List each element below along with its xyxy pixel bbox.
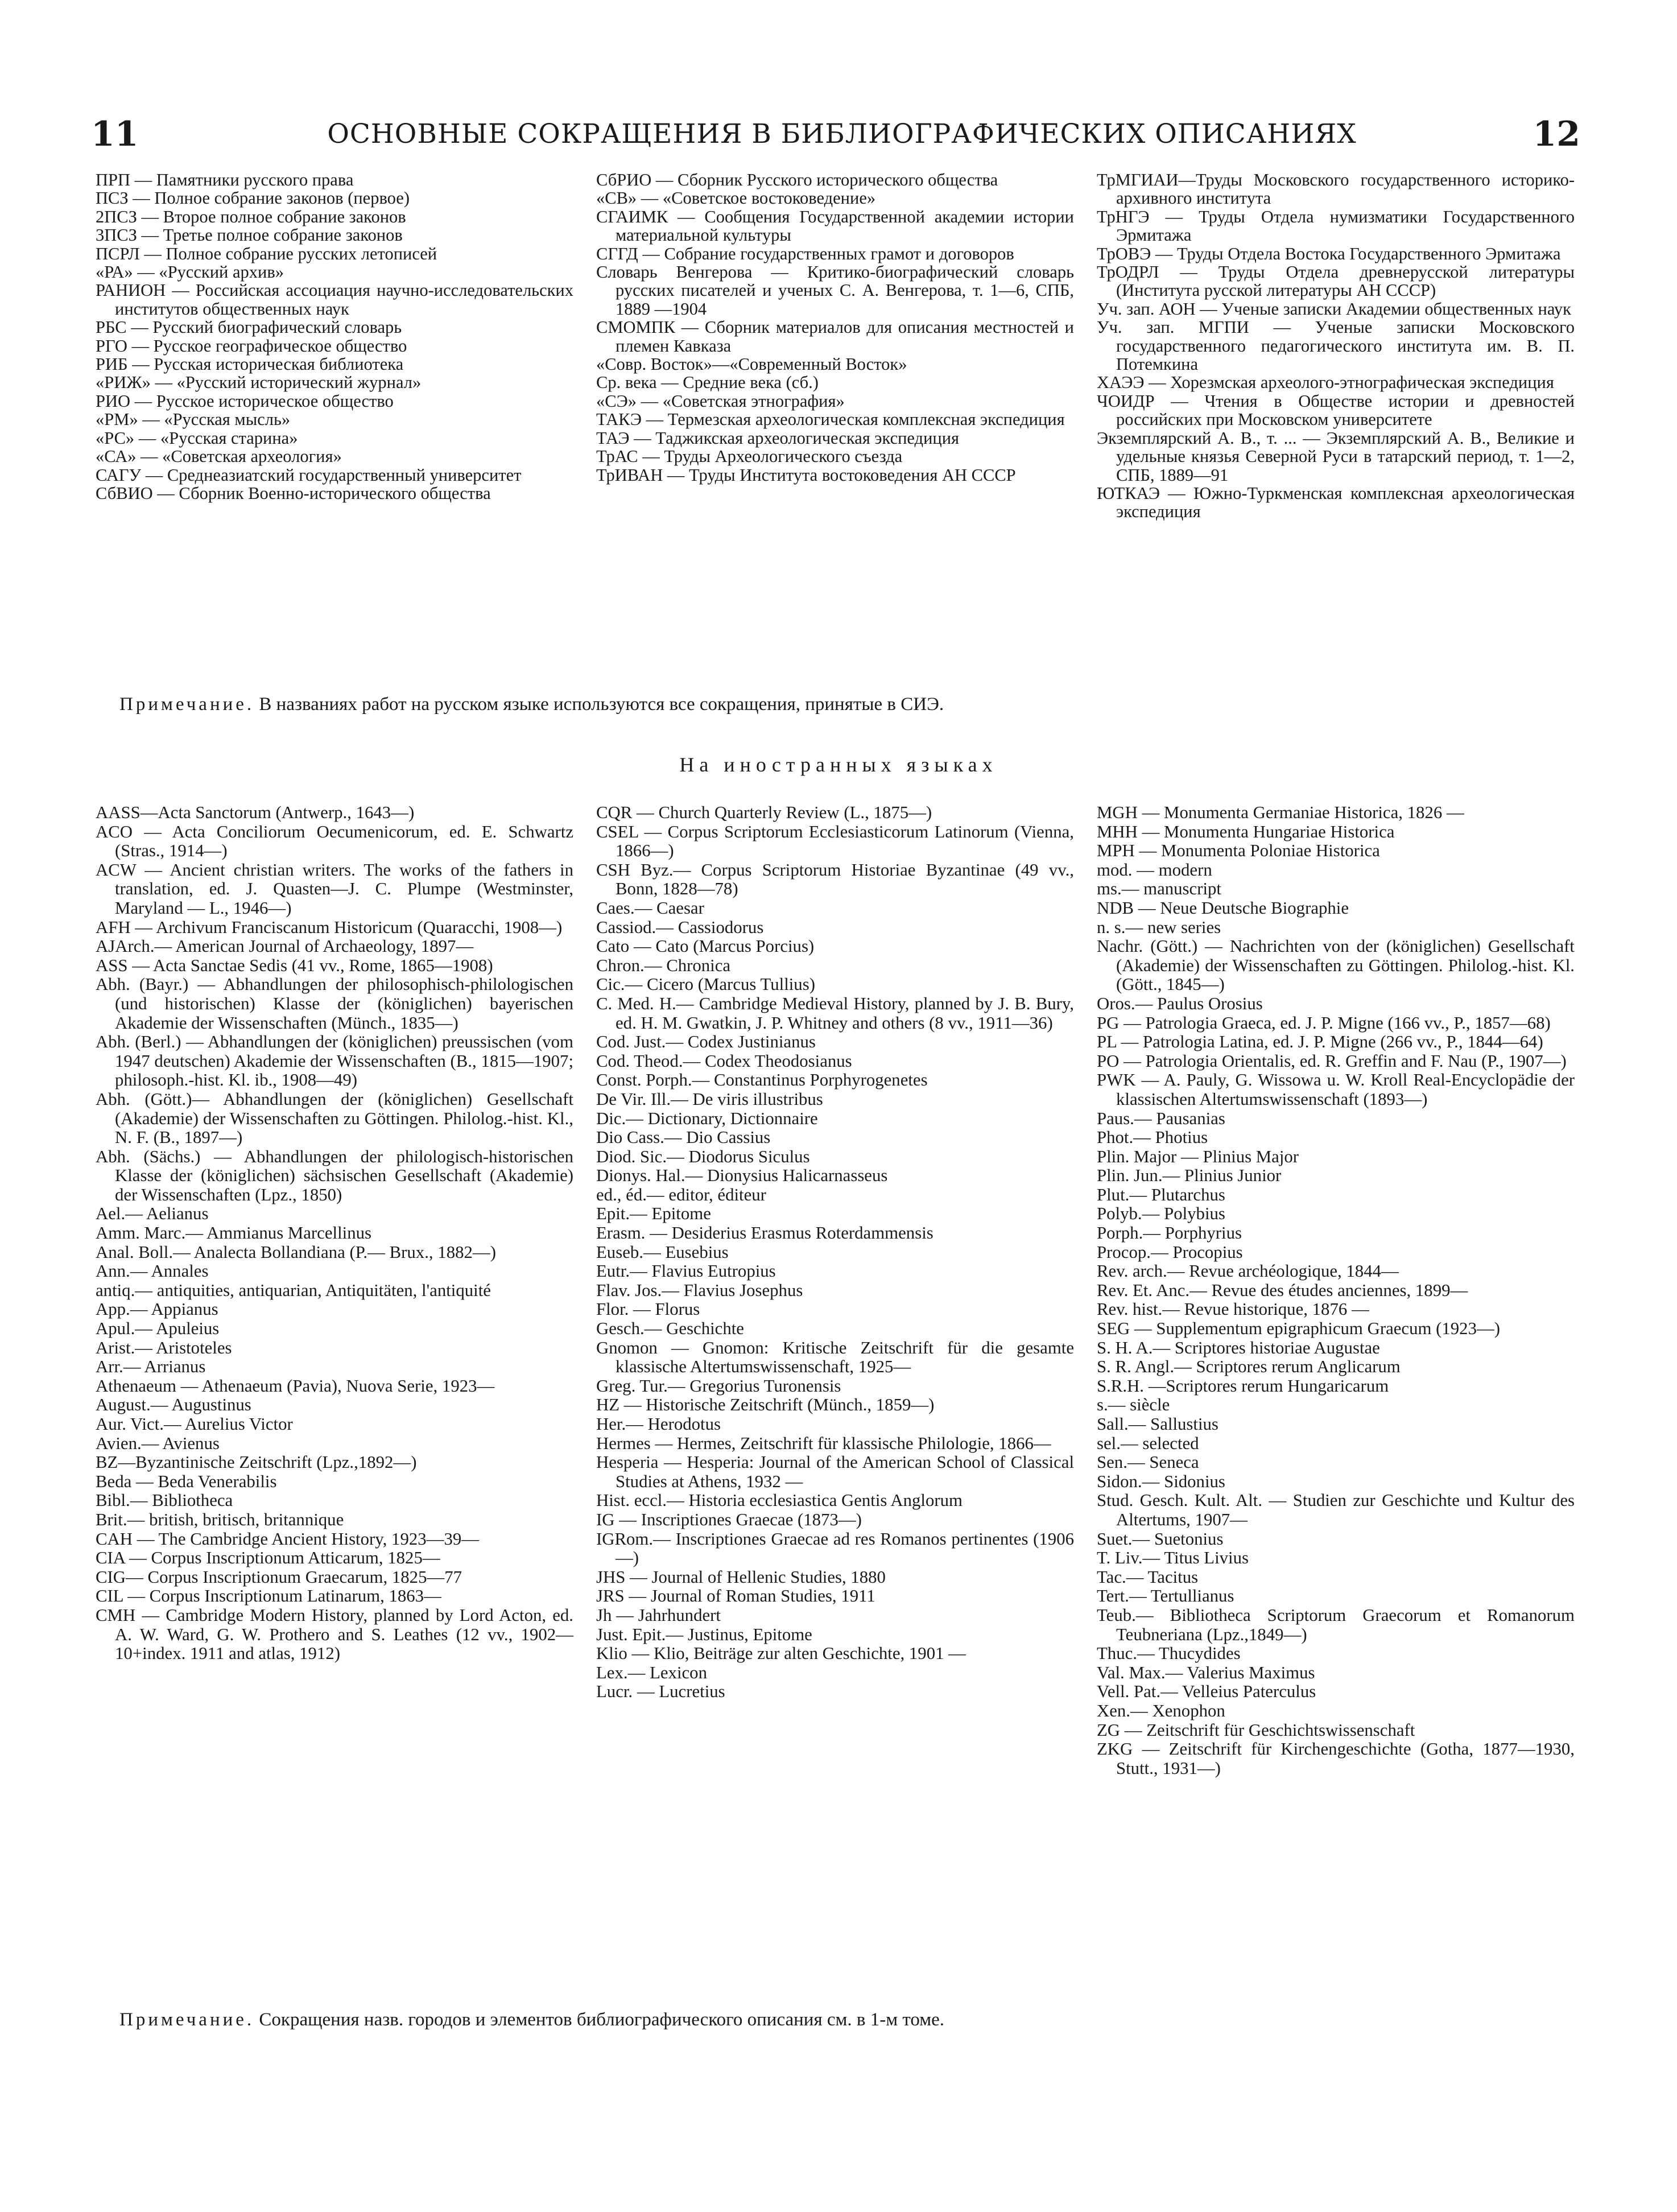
page-number-left: 11 xyxy=(91,114,139,154)
abbreviation-entry: MPH — Monumenta Poloniae Historica xyxy=(1097,841,1380,861)
note-foreign xyxy=(119,2008,1576,2031)
abbreviation-entry: ACW — Ancient christian writers. The works of the fathers in translation, ed. J. Quasten—J. C. Plumpe (Westminster, Maryland — L., 1946—) xyxy=(96,860,573,918)
abbreviation-entry: Ann.— Annales xyxy=(96,1261,209,1281)
abbreviation-entry: Cod. Just.— Codex Justinianus xyxy=(596,1032,816,1052)
abbreviation-entry: T. Liv.— Titus Livius xyxy=(1097,1548,1249,1568)
abbreviation-entry: Sall.— Sallustius xyxy=(1097,1414,1218,1434)
abbreviation-entry: Porph.— Porphyrius xyxy=(1097,1223,1242,1243)
abbreviation-entry: PG — Patrologia Graeca, ed. J. P. Migne (166 vv., P., 1857—68) xyxy=(1097,1013,1551,1033)
abbreviation-entry: «РИЖ» — «Русский исторический журнал» xyxy=(96,373,422,393)
abbreviation-entry: CSEL — Corpus Scriptorum Ecclesiasticorum Latinorum (Vienna, 1866—) xyxy=(596,822,1074,861)
abbreviation-entry: Diod. Sic.— Diodorus Siculus xyxy=(596,1146,810,1166)
abbreviation-entry: Athenaeum — Athenaeum (Pavia), Nuova Serie, 1923— xyxy=(96,1376,495,1396)
abbreviation-entry: «РМ» — «Русская мысль» xyxy=(96,410,291,430)
abbreviation-entry: AFH — Archivum Franciscanum Historicum (Quaracchi, 1908—) xyxy=(96,917,563,937)
abbreviation-entry: Abh. (Gött.)— Abhandlungen der (königlichen) Gesellschaft (Akademie) der Wissenschaften zu Göttingen. Philolog.-hist. Kl., N. F. (B., 1897—) xyxy=(96,1089,573,1148)
abbreviation-entry: ТАЭ — Таджикская археологическая экспедиция xyxy=(596,428,960,448)
abbreviation-entry: Epit.— Epitome xyxy=(596,1204,711,1224)
abbreviation-entry: РИБ — Русская историческая библиотека xyxy=(96,354,404,374)
abbreviation-entry: ТАКЭ — Термезская археологическая комплексная экспедиция xyxy=(596,410,1065,430)
abbreviation-entry: Flor. — Florus xyxy=(596,1299,700,1319)
abbreviation-entry: «Совр. Восток»—«Современный Восток» xyxy=(596,354,907,374)
abbreviation-entry: «РС» — «Русская старина» xyxy=(96,428,298,448)
abbreviation-entry: CMH — Cambridge Modern History, planned by Lord Acton, ed. A. W. Ward, G. W. Prothero and S. Leathes (12 vv., 1902—10+index. 1911 and atlas, 1912) xyxy=(96,1605,573,1664)
abbreviation-entry: S. R. Angl.— Scriptores rerum Anglicarum xyxy=(1097,1357,1401,1377)
russian-column-3 xyxy=(1097,171,1575,688)
abbreviation-entry: РИО — Русское историческое общество xyxy=(96,391,394,411)
abbreviation-entry: Euseb.— Eusebius xyxy=(596,1242,729,1262)
abbreviation-entry: Tert.— Tertullianus xyxy=(1097,1586,1234,1606)
abbreviation-entry: Plin. Major — Plinius Major xyxy=(1097,1146,1299,1166)
abbreviation-entry: Apul.— Apuleius xyxy=(96,1319,220,1339)
abbreviation-entry: Hesperia — Hesperia: Journal of the American School of Classical Studies at Athens, 1932 — xyxy=(596,1452,1074,1491)
abbreviation-entry: ТрОДРЛ — Труды Отдела древнерусской литературы (Института русской литературы АН СССР) xyxy=(1097,262,1575,300)
abbreviation-entry: 3ПСЗ — Третье полное собрание законов xyxy=(96,225,403,245)
note-label: Примечание. xyxy=(119,694,255,715)
abbreviation-entry: Plut.— Plutarchus xyxy=(1097,1185,1225,1204)
abbreviation-entry: Gnomon — Gnomon: Kritische Zeitschrift für die gesamte klassische Altertumswissenschaft, 1925— xyxy=(596,1338,1074,1377)
abbreviation-entry: CSH Byz.— Corpus Scriptorum Historiae Byzantinae (49 vv., Bonn, 1828—78) xyxy=(596,860,1074,899)
abbreviation-entry: Aur. Vict.— Aurelius Victor xyxy=(96,1414,293,1434)
note-text: Сокращения назв. городов и элементов библиографического описания см. в 1-м томе. xyxy=(254,2009,945,2030)
abbreviation-entry: Arist.— Aristoteles xyxy=(96,1338,232,1357)
abbreviation-entry: ZKG — Zeitschrift für Kirchengeschichte (Gotha, 1877—1930, Stutt., 1931—) xyxy=(1097,1739,1575,1778)
abbreviation-entry: СМОМПК — Сборник материалов для описания местностей и племен Кавказа xyxy=(596,317,1074,356)
abbreviation-entry: «СА» — «Советская археология» xyxy=(96,447,342,467)
abbreviation-entry: App.— Appianus xyxy=(96,1299,218,1319)
abbreviation-entry: MHH — Monumenta Hungariae Historica xyxy=(1097,822,1395,841)
abbreviation-entry: Teub.— Bibliotheca Scriptorum Graecorum et Romanorum Teubneriana (Lpz.,1849—) xyxy=(1097,1605,1575,1644)
abbreviation-entry: ЧОИДР — Чтения в Обществе истории и древностей российских при Московском университете xyxy=(1097,391,1575,430)
abbreviation-entry: Xen.— Xenophon xyxy=(1097,1701,1225,1720)
abbreviation-entry: Anal. Boll.— Analecta Bollandiana (P.— Brux., 1882—) xyxy=(96,1242,496,1262)
abbreviation-entry: PL — Patrologia Latina, ed. J. P. Migne (266 vv., P., 1844—64) xyxy=(1097,1032,1543,1052)
abbreviation-entry: Hermes — Hermes, Zeitschrift für klassische Philologie, 1866— xyxy=(596,1433,1051,1453)
foreign-column-1 xyxy=(96,803,573,2004)
abbreviation-entry: Hist. eccl.— Historia ecclesiastica Gentis Anglorum xyxy=(596,1491,963,1511)
abbreviation-entry: PWK — A. Pauly, G. Wissowa u. W. Kroll Real-Encyclopädie der klassischen Altertumswissenschaft (1893—) xyxy=(1097,1070,1575,1109)
abbreviation-entry: Phot.— Photius xyxy=(1097,1128,1208,1148)
abbreviation-entry: De Vir. Ill.— De viris illustribus xyxy=(596,1089,823,1109)
abbreviation-entry: Abh. (Bayr.) — Abhandlungen der philosophisch-philologischen (und historischen) Klasse der (königlichen) bayerischen Akademie der Wissenschaften (Münch., 1835—) xyxy=(96,975,573,1033)
foreign-abbreviations-section xyxy=(96,803,1575,2004)
abbreviation-entry: HZ — Historische Zeitschrift (Münch., 1859—) xyxy=(596,1395,935,1415)
abbreviation-entry: Her.— Herodotus xyxy=(596,1414,721,1434)
abbreviation-entry: Eutr.— Flavius Eutropius xyxy=(596,1261,776,1281)
abbreviation-entry: MGH — Monumenta Germaniae Historica, 1826 — xyxy=(1097,803,1464,822)
abbreviation-entry: Const. Porph.— Constantinus Porphyrogenetes xyxy=(596,1070,928,1090)
abbreviation-entry: Jh — Jahrhundert xyxy=(596,1605,721,1625)
abbreviation-entry: S. H. A.— Scriptores historiae Augustae xyxy=(1097,1338,1380,1357)
abbreviation-entry: ХАЭЭ — Хорезмская археолого-этнографическая экспедиция xyxy=(1097,373,1554,393)
abbreviation-entry: 2ПСЗ — Второе полное собрание законов xyxy=(96,207,406,226)
abbreviation-entry: Cic.— Cicero (Marcus Tullius) xyxy=(596,975,815,994)
russian-column-1 xyxy=(96,171,573,688)
abbreviation-entry: ТрОВЭ — Труды Отдела Востока Государственного Эрмитажа xyxy=(1097,244,1561,263)
abbreviation-entry: Erasm. — Desiderius Erasmus Roterdammensis xyxy=(596,1223,933,1243)
abbreviation-entry: CAH — The Cambridge Ancient History, 1923—39— xyxy=(96,1529,480,1549)
note-text: В названиях работ на русском языке используются все сокращения, принятые в СИЭ. xyxy=(254,694,944,715)
abbreviation-entry: CIG— Corpus Inscriptionum Graecarum, 1825—77 xyxy=(96,1567,462,1587)
abbreviation-entry: Lucr. — Lucretius xyxy=(596,1682,725,1702)
abbreviation-entry: AASS—Acta Sanctorum (Antwerp., 1643—) xyxy=(96,803,415,822)
abbreviation-entry: Beda — Beda Venerabilis xyxy=(96,1471,277,1491)
abbreviation-entry: Caes.— Caesar xyxy=(596,898,704,918)
abbreviation-entry: РАНИОН — Российская ассоциация научно-исследовательских институтов общественных наук xyxy=(96,280,573,319)
abbreviation-entry: Экземплярский А. В., т. ... — Экземплярский А. В., Великие и удельные князья Северной Руси в татарский период, т. 1—2, СПБ, 1889—91 xyxy=(1097,428,1575,485)
abbreviation-entry: ACO — Acta Conciliorum Oecumenicorum, ed. E. Schwartz (Stras., 1914—) xyxy=(96,822,573,861)
abbreviation-entry: ЮТКАЭ — Южно-Туркменская комплексная археологическая экспедиция xyxy=(1097,483,1575,522)
abbreviation-entry: Словарь Венгерова — Критико-биографический словарь русских писателей и ученых С. А. Венгерова, т. 1—6, СПБ, 1889 —1904 xyxy=(596,262,1074,319)
abbreviation-entry: «СЭ» — «Советская этнография» xyxy=(596,391,845,411)
abbreviation-entry: C. Med. H.— Cambridge Medieval History, planned by J. B. Bury, ed. H. M. Gwatkin, J. P. Whitney and others (8 vv., 1911—36) xyxy=(596,993,1074,1033)
abbreviation-entry: «РА» — «Русский архив» xyxy=(96,262,284,282)
abbreviation-entry: Polyb.— Polybius xyxy=(1097,1204,1225,1224)
abbreviation-entry: PO — Patrologia Orientalis, ed. R. Greffin and F. Nau (P., 1907—) xyxy=(1097,1051,1567,1071)
note-label: Примечание. xyxy=(119,2009,255,2030)
abbreviation-entry: Dic.— Dictionary, Dictionnaire xyxy=(596,1108,818,1128)
note-russian xyxy=(119,693,1576,716)
running-head-title: ОСНОВНЫЕ СОКРАЩЕНИЯ В БИБЛИОГРАФИЧЕСКИХ ОПИСАНИЯХ xyxy=(327,118,1357,150)
abbreviation-entry: Tac.— Tacitus xyxy=(1097,1567,1199,1587)
abbreviation-entry: s.— siècle xyxy=(1097,1395,1170,1415)
abbreviation-entry: antiq.— antiquities, antiquarian, Antiquitäten, l'antiquité xyxy=(96,1280,491,1300)
abbreviation-entry: Chron.— Chronica xyxy=(596,955,731,975)
foreign-column-3 xyxy=(1097,803,1575,2004)
abbreviation-entry: Abh. (Sächs.) — Abhandlungen der philologisch-historischen Klasse der (königlichen) sächsischen Gesellschaft (Akademie) der Wissenschaften (Lpz., 1850) xyxy=(96,1146,573,1204)
abbreviation-entry: Flav. Jos.— Flavius Josephus xyxy=(596,1280,803,1300)
abbreviation-entry: NDB — Neue Deutsche Biographie xyxy=(1097,898,1349,918)
abbreviation-entry: Dio Cass.— Dio Cassius xyxy=(596,1128,771,1148)
abbreviation-entry: Sen.— Seneca xyxy=(1097,1452,1199,1472)
foreign-section-heading: На иностранных языках xyxy=(679,753,998,776)
abbreviation-entry: Cato — Cato (Marcus Porcius) xyxy=(596,936,815,956)
abbreviation-entry: SEG — Supplementum epigraphicum Graecum (1923—) xyxy=(1097,1319,1501,1339)
abbreviation-entry: Arr.— Arrianus xyxy=(96,1357,206,1377)
abbreviation-entry: РГО — Русское географическое общество xyxy=(96,336,407,356)
abbreviation-entry: СбРИО — Сборник Русского исторического общества xyxy=(596,170,998,189)
abbreviation-entry: sel.— selected xyxy=(1097,1433,1199,1453)
abbreviation-entry: Thuc.— Thucydides xyxy=(1097,1644,1241,1664)
abbreviation-entry: ПСЗ — Полное собрание законов (первое) xyxy=(96,188,410,208)
abbreviation-entry: Уч. зап. АОН — Ученые записки Академии общественных наук xyxy=(1097,299,1571,319)
abbreviation-entry: Abh. (Berl.) — Abhandlungen der (königlichen) preussischen (vom 1947 deutschen) Akademie der Wissenschaften (B., 1815—1907; philosoph.-hist. Kl. ib., 1908—49) xyxy=(96,1032,573,1090)
abbreviation-entry: ASS — Acta Sanctae Sedis (41 vv., Rome, 1865—1908) xyxy=(96,955,493,975)
abbreviation-entry: СГГД — Собрание государственных грамот и договоров xyxy=(596,244,1014,263)
abbreviation-entry: Vell. Pat.— Velleius Paterculus xyxy=(1097,1682,1316,1702)
abbreviation-entry: ed., éd.— editor, éditeur xyxy=(596,1185,766,1204)
abbreviation-entry: S.R.H. —Scriptores rerum Hungaricarum xyxy=(1097,1376,1389,1396)
russian-column-2 xyxy=(596,171,1074,688)
abbreviation-entry: СГАИМК — Сообщения Государственной академии истории материальной культуры xyxy=(596,207,1074,245)
abbreviation-entry: Ael.— Aelianus xyxy=(96,1204,209,1224)
abbreviation-entry: ms.— manuscript xyxy=(1097,879,1221,899)
abbreviation-entry: Klio — Klio, Beiträge zur alten Geschichte, 1901 — xyxy=(596,1644,966,1664)
abbreviation-entry: Plin. Jun.— Plinius Junior xyxy=(1097,1166,1282,1186)
abbreviation-entry: Nachr. (Gött.) — Nachrichten von der (königlichen) Gesellschaft (Akademie) der Wissenschaften zu Göttingen. Philolog.-hist. Kl. (Gött., 1845—) xyxy=(1097,936,1575,994)
abbreviation-entry: «СВ» — «Советское востоковедение» xyxy=(596,188,876,208)
abbreviation-entry: ТрИВАН — Труды Института востоковедения АН СССР xyxy=(596,465,1016,485)
abbreviation-entry: AJArch.— American Journal of Archaeology, 1897— xyxy=(96,936,474,956)
abbreviation-entry: August.— Augustinus xyxy=(96,1395,251,1415)
abbreviation-entry: Rev. Et. Anc.— Revue des études anciennes, 1899— xyxy=(1097,1280,1468,1300)
abbreviation-entry: JHS — Journal of Hellenic Studies, 1880 xyxy=(596,1567,886,1587)
abbreviation-entry: Rev. arch.— Revue archéologique, 1844— xyxy=(1097,1261,1399,1281)
abbreviation-entry: CIL — Corpus Inscriptionum Latinarum, 1863— xyxy=(96,1586,441,1606)
abbreviation-entry: IG — Inscriptiones Graecae (1873—) xyxy=(596,1509,862,1529)
abbreviation-entry: CQR — Church Quarterly Review (L., 1875—) xyxy=(596,803,932,822)
abbreviation-entry: IGRom.— Inscriptiones Graecae ad res Romanos pertinentes (1906—) xyxy=(596,1529,1074,1568)
abbreviation-entry: Уч. зап. МГПИ — Ученые записки Московского государственного педагогического института им. В. П. Потемкина xyxy=(1097,317,1575,374)
abbreviation-entry: ПРП — Памятники русского права xyxy=(96,170,354,189)
abbreviation-entry: Greg. Tur.— Gregorius Turonensis xyxy=(596,1376,841,1396)
abbreviation-entry: Sidon.— Sidonius xyxy=(1097,1471,1225,1491)
abbreviation-entry: РБС — Русский биографический словарь xyxy=(96,317,402,337)
abbreviation-entry: Bibl.— Bibliotheca xyxy=(96,1491,233,1511)
abbreviation-entry: ПСРЛ — Полное собрание русских летописей xyxy=(96,244,437,263)
abbreviation-entry: n. s.— new series xyxy=(1097,917,1221,937)
abbreviation-entry: ТрНГЭ — Труды Отдела нумизматики Государственного Эрмитажа xyxy=(1097,207,1575,245)
russian-abbreviations-section xyxy=(96,171,1575,688)
abbreviation-entry: CIA — Corpus Inscriptionum Atticarum, 1825— xyxy=(96,1548,440,1568)
abbreviation-entry: ТрМГИАИ—Труды Московского государственного историко-архивного института xyxy=(1097,170,1575,208)
abbreviation-entry: Ср. века — Средние века (сб.) xyxy=(596,373,819,393)
abbreviation-entry: Avien.— Avienus xyxy=(96,1433,220,1453)
abbreviation-entry: Gesch.— Geschichte xyxy=(596,1319,744,1339)
abbreviation-entry: ТрАС — Труды Археологического съезда xyxy=(596,447,903,467)
abbreviation-entry: Oros.— Paulus Orosius xyxy=(1097,993,1263,1013)
abbreviation-entry: ZG — Zeitschrift für Geschichtswissenschaft xyxy=(1097,1720,1415,1740)
abbreviation-entry: Cod. Theod.— Codex Theodosianus xyxy=(596,1051,852,1071)
foreign-column-2 xyxy=(596,803,1074,2004)
abbreviation-entry: Suet.— Suetonius xyxy=(1097,1529,1224,1549)
abbreviation-entry: Just. Epit.— Justinus, Epitome xyxy=(596,1624,812,1644)
abbreviation-entry: Amm. Marc.— Ammianus Marcellinus xyxy=(96,1223,371,1243)
abbreviation-entry: Cassiod.— Cassiodorus xyxy=(596,917,764,937)
abbreviation-entry: Procop.— Procopius xyxy=(1097,1242,1243,1262)
abbreviation-entry: JRS — Journal of Roman Studies, 1911 xyxy=(596,1586,875,1606)
abbreviation-entry: Rev. hist.— Revue historique, 1876 — xyxy=(1097,1299,1369,1319)
abbreviation-entry: Lex.— Lexicon xyxy=(596,1662,707,1682)
abbreviation-entry: Val. Max.— Valerius Maximus xyxy=(1097,1662,1315,1682)
abbreviation-entry: СбВИО — Сборник Военно-исторического общества xyxy=(96,483,491,503)
abbreviation-entry: mod. — modern xyxy=(1097,860,1212,880)
abbreviation-entry: Stud. Gesch. Kult. Alt. — Studien zur Geschichte und Kultur des Altertums, 1907— xyxy=(1097,1491,1575,1529)
abbreviation-entry: Brit.— british, britisch, britannique xyxy=(96,1509,344,1529)
abbreviation-entry: Paus.— Pausanias xyxy=(1097,1108,1225,1128)
abbreviation-entry: Dionys. Hal.— Dionysius Halicarnasseus xyxy=(596,1166,888,1186)
abbreviation-entry: САГУ — Среднеазиатский государственный университет xyxy=(96,465,522,485)
page-number-right: 12 xyxy=(1533,114,1580,154)
abbreviation-entry: BZ—Byzantinische Zeitschrift (Lpz.,1892—) xyxy=(96,1452,417,1472)
